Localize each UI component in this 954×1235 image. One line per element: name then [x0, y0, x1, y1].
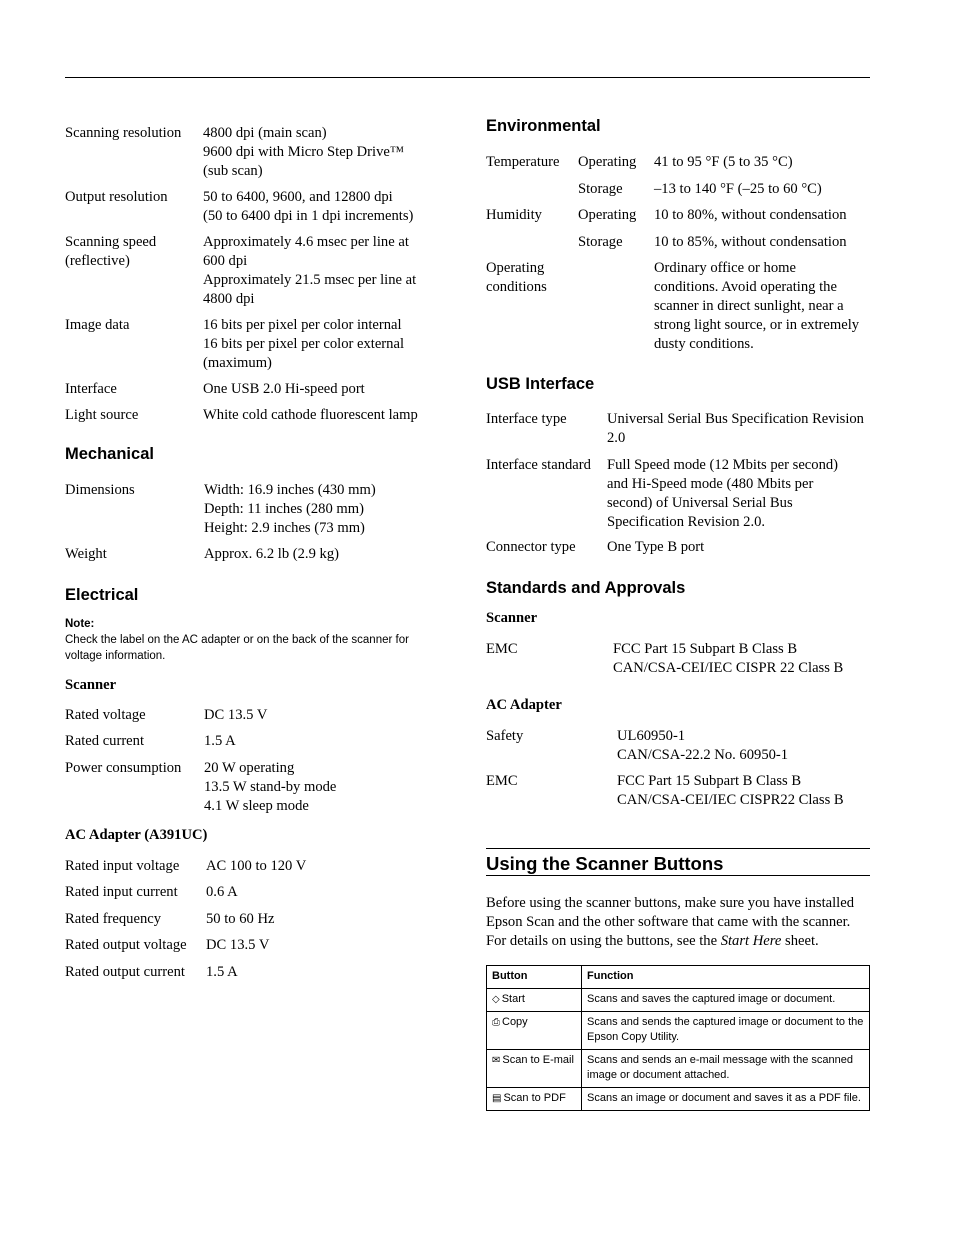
function-cell: Scans and sends the captured image or document to the Epson Copy Utility. [582, 1012, 870, 1050]
spec-value [654, 259, 859, 354]
spec-label-line: Operating [486, 260, 545, 276]
spec-value-line: strong light source, or in extremely [654, 317, 860, 333]
button-cell [487, 1050, 582, 1088]
spec-label [65, 316, 129, 335]
table-header-row [487, 966, 870, 989]
spec-value [204, 759, 336, 816]
button-name: Scan to PDF [503, 1092, 566, 1104]
spec-value-line: 50 to 60 Hz [206, 911, 275, 927]
spec-sublabel: Storage [578, 234, 623, 250]
spec-sublabel: Operating [578, 207, 637, 223]
scanner-buttons-intro [486, 894, 870, 951]
function-cell: Scans and saves the captured image or document. [582, 989, 870, 1012]
spec-value-line: CAN/CSA-CEI/IEC CISPR22 Class B [617, 792, 844, 808]
spec-value [607, 456, 838, 532]
spec-label [65, 406, 138, 425]
spec-sublabel: Operating [578, 154, 637, 170]
spec-value-line: FCC Part 15 Subpart B Class B [613, 641, 798, 657]
spec-value-line: 10 to 85%, without condensation [654, 234, 847, 250]
spec-label [65, 883, 178, 902]
spec-value-line: One USB 2.0 Hi-speed port [203, 381, 365, 397]
spec-value-line: Full Speed mode (12 Mbits per second) [607, 457, 839, 473]
spec-label [486, 259, 547, 297]
top-rule [65, 77, 870, 78]
spec-value [613, 640, 843, 678]
spec-label [65, 706, 146, 725]
electrical-heading: Electrical [65, 586, 139, 604]
spec-label-line: Rated frequency [65, 911, 162, 927]
note-text: Check the label on the AC adapter or on the back of the scanner for voltage information. [65, 634, 409, 662]
function-cell: Scans an image or document and saves it as a PDF file. [582, 1088, 870, 1111]
spec-value [203, 406, 418, 425]
spec-value-line: scanner in direct sunlight, near a [654, 298, 844, 314]
spec-value [206, 910, 275, 929]
spec-label-line: conditions [486, 279, 547, 295]
spec-value-line: 4.1 W sleep mode [204, 798, 309, 814]
spec-value-line: Approximately 21.5 msec per line at [203, 272, 417, 288]
spec-value-line: CAN/CSA-22.2 No. 60950-1 [617, 747, 789, 763]
spec-label [486, 640, 518, 659]
environmental-heading: Environmental [486, 117, 601, 135]
spec-value-line: Approximately 4.6 msec per line at [203, 234, 409, 250]
spec-label-line: Interface standard [486, 457, 591, 473]
spec-value-line: 16 bits per pixel per color internal [203, 317, 402, 333]
button-cell [487, 1088, 582, 1111]
spec-label [65, 759, 181, 778]
spec-label [486, 153, 560, 172]
scanner-buttons-table [486, 965, 870, 1111]
table-row [487, 1050, 870, 1088]
spec-value-line: Approx. 6.2 lb (2.9 kg) [204, 546, 339, 562]
spec-value [206, 936, 269, 955]
spec-label-line: EMC [486, 641, 518, 657]
spec-sublabel: Storage [578, 181, 623, 197]
spec-label [486, 456, 591, 475]
spec-value-line: 20 W operating [204, 760, 295, 776]
spec-value-line: 50 to 6400, 9600, and 12800 dpi [203, 189, 393, 205]
spec-value [203, 380, 365, 399]
start-here-reference: Start Here [720, 933, 782, 949]
spec-value-line: (sub scan) [203, 163, 263, 179]
spec-value [204, 481, 376, 538]
mechanical-heading: Mechanical [65, 445, 154, 463]
spec-label-line: Power consumption [65, 760, 182, 776]
table-row [487, 1088, 870, 1111]
spec-value [654, 233, 847, 252]
spec-label-line: Rated input current [65, 884, 178, 900]
spec-label [65, 936, 187, 955]
note-title: Note: [65, 618, 95, 630]
spec-value-line: Universal Serial Bus Specification Revision [607, 411, 864, 427]
spec-value-line: CAN/CSA-CEI/IEC CISPR 22 Class B [613, 660, 844, 676]
spec-label [65, 188, 168, 207]
start-icon: ◇ [492, 994, 500, 1005]
spec-label-line: Interface [65, 381, 117, 397]
spec-label-line: (reflective) [65, 253, 130, 269]
spec-label-line: Output resolution [65, 189, 168, 205]
function-cell: Scans and sends an e-mail message with the scanned image or document attached. [582, 1050, 870, 1088]
spec-value [204, 706, 267, 725]
spec-label [65, 481, 135, 500]
spec-value-line: 2.0 [607, 430, 626, 446]
spec-label-line: EMC [486, 773, 518, 789]
spec-value-line: 600 dpi [203, 253, 248, 269]
button-name: Start [501, 993, 525, 1005]
spec-value-line: Height: 2.9 inches (73 mm) [204, 520, 365, 536]
spec-value-line: (maximum) [203, 355, 272, 371]
spec-label [486, 410, 567, 429]
spec-value-line: dusty conditions. [654, 336, 754, 352]
spec-value [654, 206, 847, 225]
spec-label-line: Image data [65, 317, 130, 333]
spec-value [654, 180, 822, 199]
spec-value [607, 538, 704, 557]
spec-label-line: Scanning speed [65, 234, 157, 250]
spec-label [65, 380, 117, 399]
spec-label-line: Interface type [486, 411, 567, 427]
button-cell [487, 989, 582, 1012]
table-row [487, 989, 870, 1012]
spec-label-line: Rated input voltage [65, 858, 180, 874]
spec-value [203, 124, 404, 181]
standards-heading: Standards and Approvals [486, 579, 686, 597]
spec-value-line: 4800 dpi (main scan) [203, 125, 327, 141]
button-cell [487, 1012, 582, 1050]
spec-value-line: Ordinary office or home [654, 260, 796, 276]
spec-value-line: 41 to 95 °F (5 to 35 °C) [654, 154, 793, 170]
spec-label-line: Connector type [486, 539, 576, 555]
spec-value-line: One Type B port [607, 539, 705, 555]
spec-value [206, 963, 238, 982]
intro-text: Before using the scanner buttons, make sure you have installed Epson Scan and the other software that came with the scanner. For details on using the buttons, see the [486, 895, 854, 949]
email-icon: ✉ [492, 1055, 501, 1066]
spec-value [203, 233, 416, 309]
spec-label [65, 732, 144, 751]
spec-value-line: 16 bits per pixel per color external [203, 336, 404, 352]
spec-label [65, 233, 156, 271]
spec-label-line: Scanning resolution [65, 125, 182, 141]
pdf-icon: ▤ [492, 1093, 502, 1104]
spec-value-line: UL60950-1 [617, 728, 686, 744]
spec-value [206, 883, 238, 902]
spec-label-line: Temperature [486, 154, 560, 170]
scanner-buttons-heading: Using the Scanner Buttons [486, 848, 870, 876]
spec-value [203, 188, 413, 226]
spec-label-line: Weight [65, 546, 107, 562]
spec-value [617, 727, 788, 765]
spec-value-line: DC 13.5 V [206, 937, 270, 953]
spec-value-line: 1.5 A [204, 733, 236, 749]
spec-value-line: 10 to 80%, without condensation [654, 207, 847, 223]
spec-value-line: 4800 dpi [203, 291, 255, 307]
spec-value-line: –13 to 140 °F (–25 to 60 °C) [654, 181, 822, 197]
spec-label [65, 963, 185, 982]
spec-value-line: Width: 16.9 inches (430 mm) [204, 482, 376, 498]
spec-value-line: Specification Revision 2.0. [607, 514, 766, 530]
spec-label-line: Safety [486, 728, 524, 744]
standards-scanner-heading: Scanner [486, 610, 538, 626]
spec-value-line: and Hi-Speed mode (480 Mbits per [607, 476, 814, 492]
copy-icon: ⎙ [492, 1017, 500, 1028]
spec-value-line: White cold cathode fluorescent lamp [203, 407, 418, 423]
spec-value-line: 9600 dpi with Micro Step Drive™ [203, 144, 405, 160]
ac-adapter-heading: AC Adapter (A391UC) [65, 827, 208, 843]
intro-text-end: sheet. [781, 933, 819, 949]
usb-interface-heading: USB Interface [486, 375, 595, 393]
spec-value-line: 0.6 A [206, 884, 238, 900]
spec-value-line: second) of Universal Serial Bus [607, 495, 793, 511]
spec-label-line: Rated output current [65, 964, 185, 980]
spec-value-line: DC 13.5 V [204, 707, 268, 723]
spec-value-line: AC 100 to 120 V [206, 858, 307, 874]
spec-value [206, 857, 306, 876]
spec-value [607, 410, 864, 448]
electrical-scanner-heading: Scanner [65, 677, 117, 693]
spec-value-line: 13.5 W stand-by mode [204, 779, 337, 795]
spec-value-line: Depth: 11 inches (280 mm) [204, 501, 364, 517]
spec-value-line: FCC Part 15 Subpart B Class B [617, 773, 802, 789]
spec-value-line: conditions. Avoid operating the [654, 279, 837, 295]
spec-label-line: Light source [65, 407, 139, 423]
spec-value-line: 1.5 A [206, 964, 238, 980]
spec-label [65, 910, 161, 929]
spec-label [65, 857, 179, 876]
standards-adapter-heading: AC Adapter [486, 697, 562, 713]
spec-label-line: Rated voltage [65, 707, 146, 723]
spec-label [486, 206, 542, 225]
spec-value [204, 545, 339, 564]
spec-label-line: Dimensions [65, 482, 135, 498]
spec-label-line: Rated current [65, 733, 145, 749]
spec-value [654, 153, 793, 172]
spec-value [617, 772, 844, 810]
spec-label [486, 538, 576, 557]
table-row [487, 1012, 870, 1050]
button-name: Copy [502, 1016, 528, 1028]
spec-label [486, 727, 523, 746]
header-button: Button [487, 966, 582, 989]
spec-value [204, 732, 236, 751]
spec-label [486, 772, 518, 791]
spec-label [65, 124, 181, 143]
spec-label-line: Humidity [486, 207, 542, 223]
header-function: Function [582, 966, 870, 989]
spec-value [203, 316, 404, 373]
spec-label [65, 545, 107, 564]
spec-value-line: (50 to 6400 dpi in 1 dpi increments) [203, 208, 414, 224]
button-name: Scan to E-mail [502, 1054, 574, 1066]
spec-label-line: Rated output voltage [65, 937, 187, 953]
